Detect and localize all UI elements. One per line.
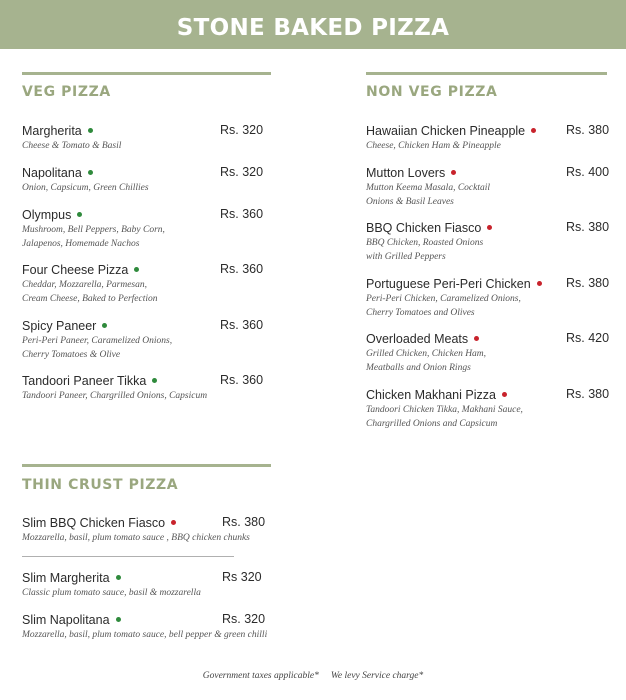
- menu-item: [22, 374, 207, 403]
- nonveg-dot-icon: [474, 336, 479, 341]
- item-price: Rs. 320: [220, 165, 264, 179]
- item-description: Classic plum tomato sauce, basil & mozzarella: [22, 588, 201, 598]
- item-name: Portuguese Peri-Peri Chicken: [366, 277, 531, 291]
- item-name-row: [22, 263, 158, 277]
- nonveg-dot-icon: [531, 128, 536, 133]
- item-name: Tandoori Paneer Tikka: [22, 374, 147, 388]
- item-name: Napolitana: [22, 166, 82, 180]
- item-description: Cheddar, Mozzarella, Parmesan,: [22, 280, 147, 290]
- item-description: Peri-Peri Paneer, Caramelized Onions,: [22, 336, 173, 346]
- item-description-line2: Onions & Basil Leaves: [366, 197, 454, 207]
- menu-item: [22, 166, 149, 195]
- page-title: STONE BAKED PIZZA: [176, 15, 450, 41]
- item-description: Mutton Keema Masala, Cocktail: [366, 183, 491, 193]
- item-name-row: [366, 221, 492, 235]
- item-name-row: [366, 332, 486, 346]
- item-name-row: [22, 319, 172, 333]
- item-name-row: [366, 124, 536, 138]
- item-name: Slim Napolitana: [22, 613, 110, 627]
- item-description: Cheese & Tomato & Basil: [22, 141, 122, 151]
- menu-item: [22, 571, 201, 600]
- item-description-line2: Cherry Tomatoes & Olive: [22, 350, 121, 360]
- item-name: BBQ Chicken Fiasco: [366, 221, 482, 235]
- thin-section-title: THIN CRUST PIZZA: [22, 477, 179, 493]
- item-description: Mushroom, Bell Peppers, Baby Corn,: [22, 225, 165, 235]
- menu-item: [22, 208, 165, 251]
- item-description: Tandoori Paneer, Chargrilled Onions, Capsicum: [22, 391, 208, 401]
- nonveg-dot-icon: [171, 520, 176, 525]
- item-divider: [22, 556, 234, 557]
- item-price: Rs. 420: [566, 331, 610, 345]
- footer-note: [0, 671, 626, 681]
- thin-section-rule: [22, 464, 271, 467]
- item-name: Four Cheese Pizza: [22, 263, 129, 277]
- menu-item: [22, 124, 121, 153]
- veg-dot-icon: [116, 575, 121, 580]
- item-name-row: [366, 277, 542, 291]
- item-name: Overloaded Meats: [366, 332, 469, 346]
- menu-item: [366, 221, 492, 264]
- menu-item: [366, 277, 542, 320]
- item-description: Peri-Peri Chicken, Caramelized Onions,: [366, 294, 521, 304]
- nonveg-dot-icon: [502, 392, 507, 397]
- item-name: Chicken Makhani Pizza: [366, 388, 496, 402]
- menu-item: [366, 166, 490, 209]
- item-price: Rs. 380: [566, 123, 610, 137]
- item-description-line2: with Grilled Peppers: [366, 252, 446, 262]
- menu-item: [22, 263, 158, 306]
- item-name: Mutton Lovers: [366, 166, 446, 180]
- veg-section-title: VEG PIZZA: [22, 84, 111, 100]
- item-description: Onion, Capsicum, Green Chillies: [22, 183, 149, 193]
- item-name: Slim Margherita: [22, 571, 110, 585]
- item-description: Mozzarella, basil, plum tomato sauce, bell pepper & green chilli: [22, 630, 268, 640]
- menu-item: [22, 319, 172, 362]
- item-description-line2: Cream Cheese, Baked to Perfection: [22, 294, 158, 304]
- tax-note: Government taxes applicable*: [202, 671, 319, 681]
- item-name-row: [22, 516, 250, 530]
- nonveg-section-rule: [366, 72, 607, 75]
- item-description: Cheese, Chicken Ham & Pineapple: [366, 141, 501, 151]
- item-price: Rs. 320: [220, 123, 264, 137]
- veg-dot-icon: [134, 267, 139, 272]
- item-price: Rs. 380: [222, 515, 266, 529]
- item-description-line2: Jalapenos, Homemade Nachos: [22, 239, 140, 249]
- item-name-row: [22, 571, 201, 585]
- item-price: Rs. 360: [220, 207, 264, 221]
- item-description-line2: Meatballs and Onion Rings: [366, 363, 471, 373]
- item-description: Grilled Chicken, Chicken Ham,: [366, 349, 487, 359]
- nonveg-dot-icon: [487, 225, 492, 230]
- item-price: Rs. 400: [566, 165, 610, 179]
- veg-section-rule: [22, 72, 271, 75]
- menu-item: [366, 332, 486, 375]
- item-description-line2: Chargrilled Onions and Capsicum: [366, 419, 498, 429]
- veg-dot-icon: [152, 378, 157, 383]
- item-price: Rs. 380: [566, 220, 610, 234]
- item-price: Rs. 360: [220, 262, 264, 276]
- item-name: Hawaiian Chicken Pineapple: [366, 124, 526, 138]
- item-name: Slim BBQ Chicken Fiasco: [22, 516, 166, 530]
- item-name-row: [366, 388, 523, 402]
- item-description: Tandoori Chicken Tikka, Makhani Sauce,: [366, 405, 523, 415]
- item-name-row: [22, 374, 207, 388]
- nonveg-section-title: NON VEG PIZZA: [366, 84, 498, 100]
- item-price: Rs 320: [222, 570, 262, 584]
- item-price: Rs. 380: [566, 276, 610, 290]
- nonveg-dot-icon: [537, 281, 542, 286]
- item-price: Rs. 320: [222, 612, 266, 626]
- item-name: Olympus: [22, 208, 72, 222]
- menu-item: [366, 388, 523, 431]
- item-name-row: [366, 166, 490, 180]
- item-price: Rs. 360: [220, 373, 264, 387]
- menu-item: [22, 516, 250, 545]
- veg-dot-icon: [116, 617, 121, 622]
- veg-dot-icon: [88, 170, 93, 175]
- item-price: Rs. 380: [566, 387, 610, 401]
- item-price: Rs. 360: [220, 318, 264, 332]
- item-name-row: [22, 124, 121, 138]
- service-charge-note: We levy Service charge*: [330, 671, 424, 681]
- item-name-row: [22, 166, 149, 180]
- item-name-row: [22, 208, 165, 222]
- veg-dot-icon: [102, 323, 107, 328]
- veg-dot-icon: [88, 128, 93, 133]
- item-description-line2: Cherry Tomatoes and Olives: [366, 308, 475, 318]
- nonveg-dot-icon: [451, 170, 456, 175]
- item-name: Spicy Paneer: [22, 319, 97, 333]
- item-description: Mozzarella, basil, plum tomato sauce , BBQ chicken chunks: [22, 533, 250, 543]
- item-description: BBQ Chicken, Roasted Onions: [366, 238, 484, 248]
- item-name: Margherita: [22, 124, 82, 138]
- menu-item: [366, 124, 536, 153]
- veg-dot-icon: [77, 212, 82, 217]
